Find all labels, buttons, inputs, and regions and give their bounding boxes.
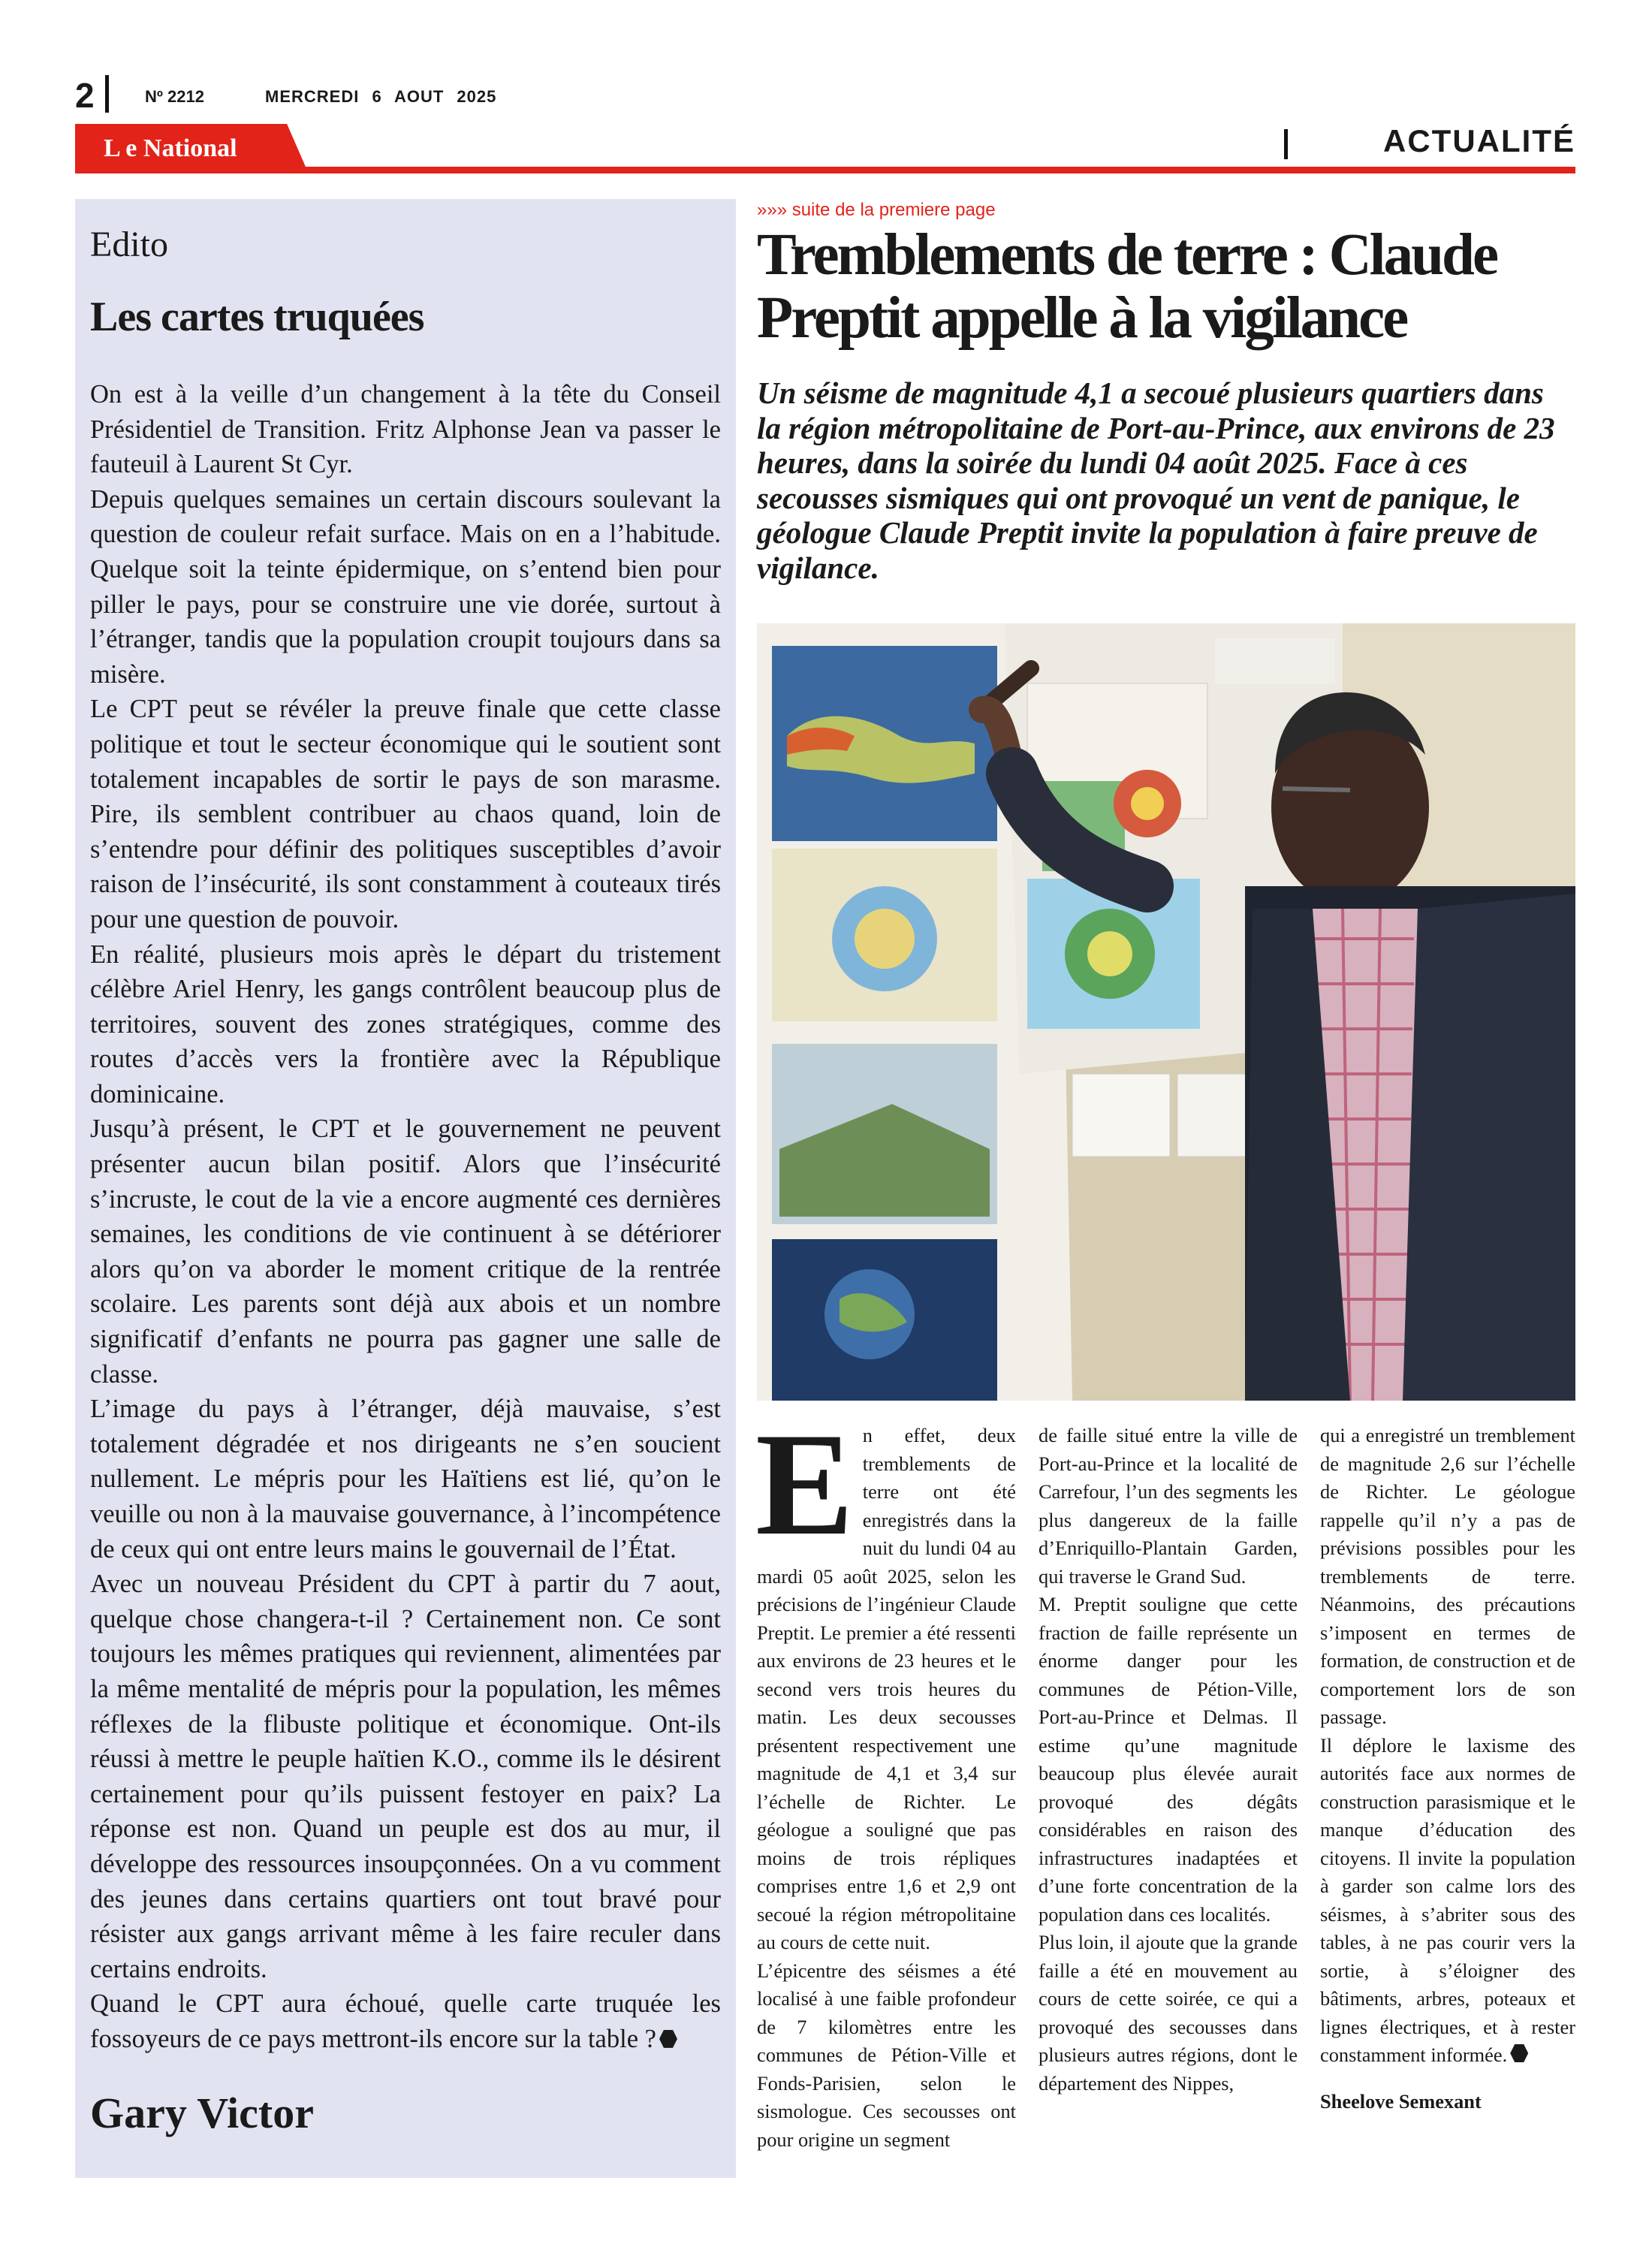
article-byline: Sheelove Semexant — [1320, 2089, 1482, 2113]
edito-author: Gary Victor — [90, 2089, 314, 2137]
article-closing-text: Il déplore le laxisme des autorités face aux normes de construction parasismique et le manque d’éducation des citoyens. Il invite la population à garder son calme lors des séismes, à s’abriter sous des tables, à ne pas courir vers la sortie, à s’éloigner des bâtiments, arbres, poteaux et lignes électriques, et à rester constamment informée. — [1320, 1733, 1575, 2066]
brand-name: L e National — [104, 134, 237, 162]
edito-paragraph: On est à la veille d’un changement à la tête du Conseil Présidentiel de Transition. Fritz Alphonse Jean va passer le fauteuil à Laurent St Cyr. — [90, 380, 721, 479]
edito-paragraph: L’image du pays à l’étranger, déjà mauvaise, s’est totalement dégradée et nos dirigeants ne s’en soucient nullement. Le mépris pour les Haïtiens est lié, qu’on le veuille ou non à la mauvaise gouvernance, à l’incompétence de ceux qui ont entre leurs mains le gouvernail de l’État. — [90, 1395, 721, 1564]
article-kicker: »»» suite de la premiere page — [757, 200, 996, 220]
article-column-1 — [755, 1403, 1016, 2154]
article-lede: Un séisme de magnitude 4,1 a secoué plusieurs quartiers dans la région métropolitaine de Port-au-Prince, aux environs de 23 heures, dans la soirée du lundi 04 août 2025. Face à ces secousses sismiques qui ont provoqué un vent de panique, le géologue Claude Preptit invite la population à faire preuve de vigilance. — [757, 376, 1555, 585]
edito-body — [90, 377, 721, 2057]
article-paragraph: qui a enregistré un tremblement de magnitude 2,6 sur l’échelle de Richter. Le géologue rappelle qu’il n’y a pas de prévisions possibles pour les tremblements de terre. Néanmoins, des précautions s’imposent en termes de formation, de construction et de comportement lors de son passage. — [1320, 1424, 1575, 1728]
article-paragraph-last — [1320, 1732, 1575, 2070]
end-mark-icon — [1510, 2044, 1528, 2062]
edito-paragraph: Jusqu’à présent, le CPT et le gouvernement ne peuvent présenter aucun bilan positif. Alors que l’insécurité s’incruste, le cout de la vie a encore augmenté ces dernières semaines, les conditions de vie continuent à se détériorer alors qu’on va aborder le moment critique de la rentrée scolaire. Les parents sont déjà aux abois et un nombre significatif d’enfants ne pourra pas gagner une salle de classe. — [90, 1114, 721, 1389]
end-mark-icon — [659, 2030, 677, 2048]
article-paragraph: de faille situé entre la ville de Port-au-Prince et la localité de Carrefour, l’un des segments les plus dangereux de la faille d’Enriquillo-Plantain Garden, qui traverse le Grand Sud. — [1039, 1424, 1298, 1588]
article-paragraph: Plus loin, il ajoute que la grande faille a été en mouvement au cours de cette soirée, ce qui a provoqué des secousses dans plusieurs autres régions, dont le département des Nippes, — [1039, 1931, 1298, 2095]
article-headline: Tremblements de terre : Claude Preptit appelle à la vigilance — [757, 222, 1497, 351]
edito-paragraph: Avec un nouveau Président du CPT à partir du 7 aout, quelque chose changera-t-il ? Certainement non. Ce sont toujours les mêmes pratiques qui reviennent, alimentées par la même mentalité de mépris pour la population, les mêmes réflexes de la flibuste politique et économique. Ont-ils réussi à mettre le peuple haïtien K.O., comme ils le désirent certainement pour qu’ils puissent festoyer en paix? La réponse est non. Quand un peuple est dos au mur, il développe des ressources insoupçonnées. On a vu comment des jeunes dans certains quartiers ont tout bravé pour résister aux gangs arrivant même à les faire reculer dans certains endroits. — [90, 1570, 721, 1983]
page-number: 2 — [75, 76, 95, 115]
edito-paragraph: Le CPT peut se révéler la preuve finale que cette classe politique et tout le secteur économique qui le soutient sont totalement incapables de sortir le pays de son marasme. Pire, ils semblent contribuer au chaos quand, loin de s’entendre pour définir des politiques susceptibles d’avoir raison de l’insécurité, ils sont constamment à couteaux tirés pour une question de pouvoir. — [90, 695, 721, 933]
article-column-2 — [1039, 1422, 1298, 2098]
section-divider — [1284, 129, 1288, 159]
edito-paragraph: En réalité, plusieurs mois après le départ du tristement célèbre Ariel Henry, les gangs contrôlent beaucoup plus de territoires, souvent des zones stratégiques, comme des routes d’accès vers la frontière avec la République dominicaine. — [90, 940, 721, 1108]
article-paragraph: L’épicentre des séismes a été localisé à une faible profondeur de 7 kilomètres entre les communes de Pétion-Ville et Fonds-Parisien, selon le sismologue. Ces secousses ont pour origine un segment — [757, 1959, 1016, 2151]
article-paragraph: n effet, deux tremblements de terre ont été enregistrés dans la nuit du lundi 04 au mardi 05 août 2025, selon les précisions de l’ingénieur Claude Preptit. Le premier a été ressenti aux environs de 23 heures et le second vers trois heures du matin. Les deux secousses présentent respectivement une magnitude de 4,1 et 3,4 sur l’échelle de Richter. Le géologue a souligné que pas moins de trois répliques comprises entre 1,6 et 2,9 ont secoué la région métropolitaine au cours de cette nuit. — [757, 1424, 1016, 1953]
article-photo — [757, 623, 1575, 1401]
article-paragraph: M. Preptit souligne que cette fraction de faille représente un énorme danger pour les communes de Pétion-Ville, Port-au-Prince et Delmas. Il estime qu’une magnitude beaucoup plus élevée aurait provoqué des dégâts considérables en raison des infrastructures inadaptées et d’une forte concentration de la population dans ces localités. — [1039, 1593, 1298, 1926]
edito-label: Edito — [90, 225, 168, 264]
edito-paragraph-last — [90, 1986, 721, 2056]
section-title: ACTUALITÉ — [1383, 123, 1575, 158]
drop-cap: E — [755, 1403, 854, 1566]
header-divider — [105, 75, 109, 113]
issue-date: MERCREDI 6 AOUT 2025 — [265, 87, 497, 106]
issue-number: Nº 2212 — [145, 87, 204, 106]
edito-title: Les cartes truquées — [90, 294, 424, 340]
edito-closing-text: Quand le CPT aura échoué, quelle carte truquée les fossoyeurs de ce pays mettront-ils encore sur la table ? — [90, 1989, 721, 2053]
edito-paragraph: Depuis quelques semaines un certain discours soulevant la question de couleur refait surface. Mais on en a l’habitude. Quelque soit la teinte épidermique, on s’entend bien pour piller le pays, pour se construire une vie dorée, surtout à l’étranger, tandis que la population croupit toujours dans sa misère. — [90, 484, 721, 689]
article-column-3 — [1320, 1422, 1575, 2116]
photo-illustration — [757, 623, 1575, 1401]
